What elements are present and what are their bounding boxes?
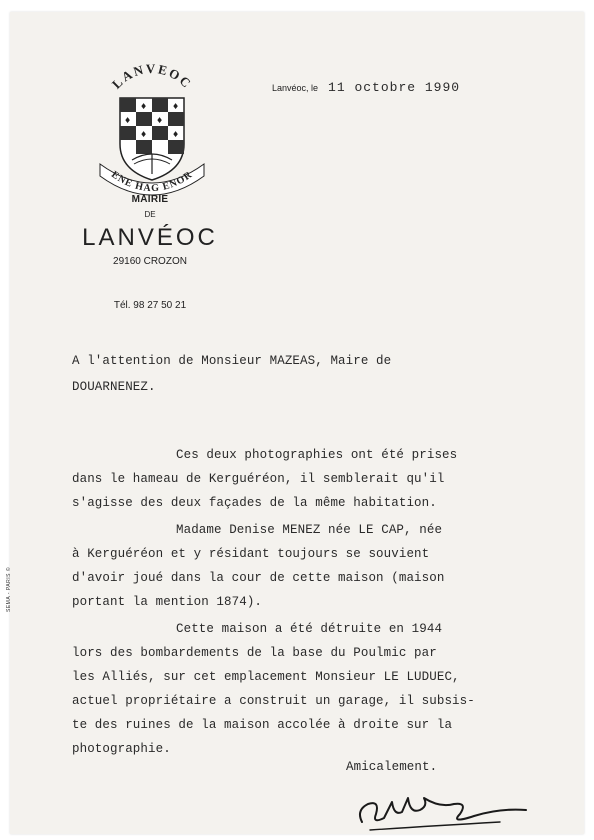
letter-line: lors des bombardements de la base du Poulmic par: [72, 646, 437, 660]
dateline-place: Lanvéoc, le: [272, 83, 319, 93]
letter-line: DOUARNENEZ.: [72, 380, 156, 394]
letter-line: actuel propriétaire a construit un garage, il subsis-: [72, 694, 475, 708]
letter-line: A l'attention de Monsieur MAZEAS, Maire de: [72, 354, 392, 368]
letter-line: les Alliés, sur cet emplacement Monsieur LE LUDUEC,: [72, 670, 460, 684]
letter-line: photographie.: [72, 742, 171, 756]
town-name: LANVÉOC: [82, 224, 218, 251]
letter-line: Madame Denise MENEZ née LE CAP, née: [176, 523, 443, 537]
postcode: 29160 CROZON: [113, 256, 187, 267]
svg-text:♦: ♦: [124, 116, 132, 125]
letter-line: d'avoir joué dans la cour de cette maison (maison: [72, 571, 445, 585]
printer-mark: SEMA - PARIS ©: [6, 566, 12, 612]
svg-text:♦: ♦: [156, 116, 164, 125]
letter-page: [6, 12, 584, 834]
svg-text:♦: ♦: [172, 102, 180, 111]
letter-line: te des ruines de la maison accolée à droite sur la: [72, 718, 453, 732]
dateline: [272, 78, 460, 96]
letter-line: à Kerguéréon et y résidant toujours se souvient: [72, 547, 430, 561]
mairie-label: MAIRIE: [131, 194, 169, 205]
letter-line: dans le hameau de Kerguéréon, il semblerait qu'il: [72, 472, 445, 486]
dateline-date: 11 octobre 1990: [328, 80, 461, 95]
mairie-de-label: DE: [144, 210, 156, 219]
letter-line: Cette maison a été détruite en 1944: [176, 622, 443, 636]
handwritten-signature: [350, 780, 550, 840]
letter-line: portant la mention 1874).: [72, 595, 263, 609]
letter-closing: Amicalement.: [346, 760, 438, 774]
svg-text:♦: ♦: [140, 130, 148, 139]
svg-text:ENE HAG ENOR: ENE HAG ENOR: [109, 169, 195, 195]
svg-text:LANVEOC: LANVEOC: [108, 61, 196, 92]
letter-line: s'agisse des deux façades de la même habitation.: [72, 496, 437, 510]
letter-line: Ces deux photographies ont été prises: [176, 448, 458, 462]
phone-number: Tél. 98 27 50 21: [113, 300, 187, 311]
coat-of-arms-logo: [82, 52, 222, 212]
svg-text:♦: ♦: [140, 102, 148, 111]
svg-text:♦: ♦: [172, 130, 180, 139]
